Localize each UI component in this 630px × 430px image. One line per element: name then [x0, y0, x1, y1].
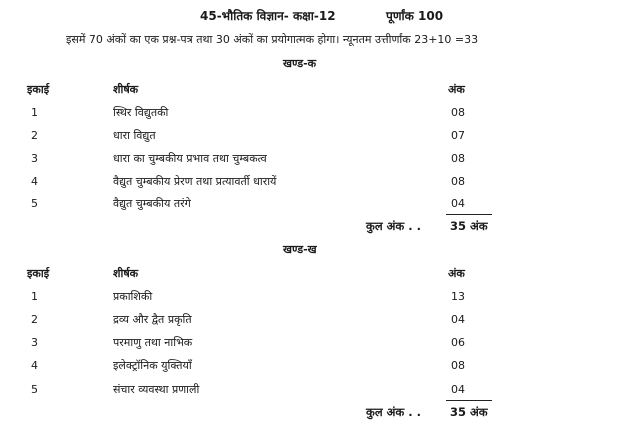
table-row-unit: 2	[31, 313, 38, 326]
section-b-header-unit: इकाई	[27, 267, 50, 280]
total-divider-line	[446, 214, 492, 215]
table-row-topic: संचार व्यवस्था प्रणाली	[113, 383, 200, 396]
table-row-marks: 04	[451, 197, 465, 210]
table-row-marks: 08	[451, 152, 465, 165]
table-row-unit: 1	[31, 290, 38, 303]
table-row-marks: 13	[451, 290, 465, 303]
table-row-topic: द्रव्य और द्वैत प्रकृति	[113, 313, 192, 326]
section-b-title: खण्ड-ख	[283, 243, 317, 256]
table-row-marks: 08	[451, 175, 465, 188]
table-row-unit: 3	[31, 336, 38, 349]
table-row-marks: 07	[451, 129, 465, 142]
table-row-topic: धारा विद्युत	[113, 129, 156, 142]
section-b-header-topic: शीर्षक	[113, 267, 139, 280]
table-row-topic: इलेक्ट्रॉनिक युक्तियाँ	[113, 359, 192, 372]
table-row-marks: 08	[451, 359, 465, 372]
page-title: 45-भौतिक विज्ञान- कक्षा-12	[200, 9, 336, 23]
section-a-header-topic: शीर्षक	[113, 83, 139, 96]
section-b-total-value: 35 अंक	[450, 405, 488, 419]
table-row-unit: 4	[31, 359, 38, 372]
table-row-topic: धारा का चुम्बकीय प्रभाव तथा चुम्बकत्व	[113, 152, 267, 165]
intro-text: इसमें 70 अंकों का एक प्रश्न-पत्र तथा 30 अंकों का प्रयोगात्मक होगा। न्यूनतम उत्तीर्णांक 23+10 =33	[66, 33, 479, 46]
table-row-marks: 04	[451, 313, 465, 326]
section-b-total-label: कुल अंक . .	[366, 405, 421, 419]
table-row-marks: 06	[451, 336, 465, 349]
section-b-header-marks: अंक	[448, 267, 465, 280]
table-row-unit: 3	[31, 152, 38, 165]
table-row-unit: 4	[31, 175, 38, 188]
table-row-topic: प्रकाशिकी	[113, 290, 153, 303]
section-a-header-unit: इकाई	[27, 83, 50, 96]
table-row-unit: 2	[31, 129, 38, 142]
total-divider-line	[446, 400, 492, 401]
table-row-topic: परमाणु तथा नाभिक	[113, 336, 193, 349]
section-a-total-value: 35 अंक	[450, 219, 488, 233]
table-row-marks: 04	[451, 383, 465, 396]
table-row-unit: 5	[31, 383, 38, 396]
table-row-marks: 08	[451, 106, 465, 119]
table-row-topic: स्थिर विद्युतकी	[113, 106, 169, 119]
table-row-unit: 1	[31, 106, 38, 119]
table-row-unit: 5	[31, 197, 38, 210]
section-a-total-label: कुल अंक . .	[366, 219, 421, 233]
full-marks: पूर्णांक 100	[386, 9, 444, 23]
section-a-title: खण्ड-क	[283, 57, 317, 70]
table-row-topic: वैद्युत चुम्बकीय प्रेरण तथा प्रत्यावर्ती धारायें	[113, 175, 277, 188]
section-a-header-marks: अंक	[448, 83, 465, 96]
table-row-topic: वैद्युत चुम्बकीय तरंगे	[113, 197, 191, 210]
